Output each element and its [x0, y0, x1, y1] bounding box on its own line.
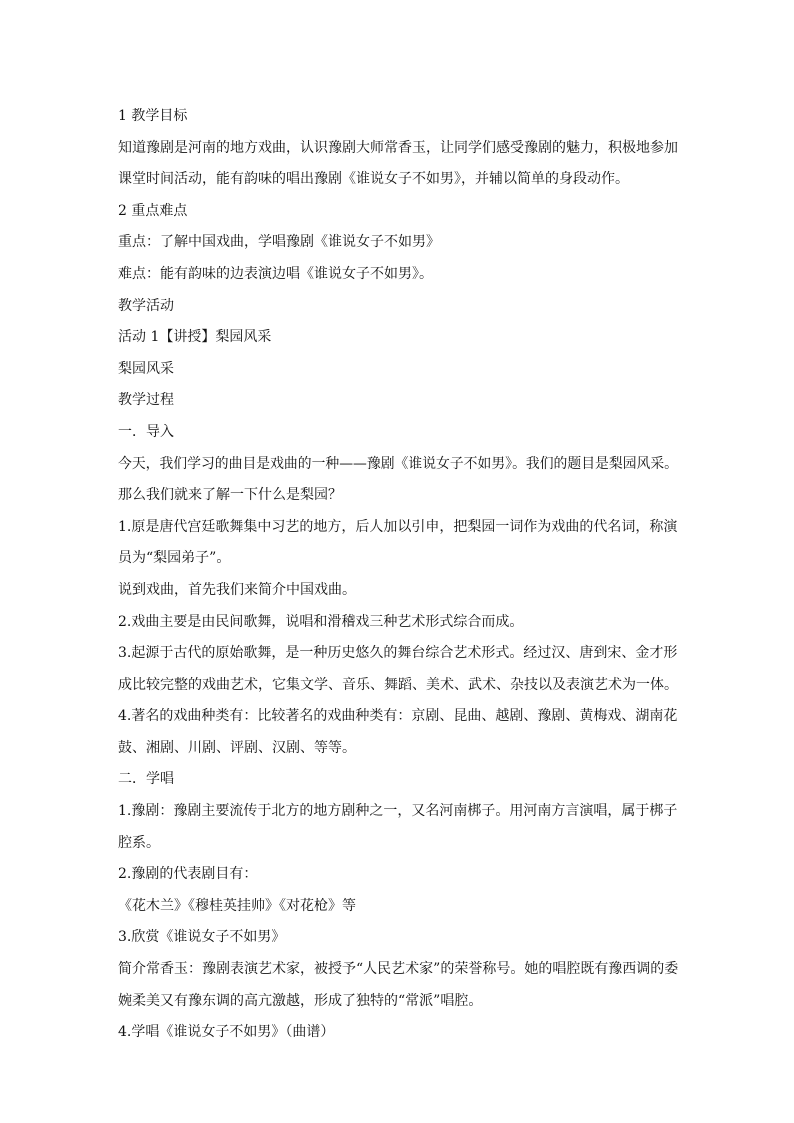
paragraph-line: 婉柔美又有豫东调的高亢激越，形成了独特的“常派”唱腔。: [118, 992, 483, 1009]
paragraph-line: 今天，我们学习的曲目是戏曲的一种——豫剧《谁说女子不如男》。我们的题目是梨园风采。: [118, 455, 678, 472]
section-heading-teaching-goals: 1 教学目标: [118, 108, 188, 124]
subheading-introduction: 一．导入: [118, 423, 174, 440]
paragraph-line: 鼓、湘剧、川剧、评剧、汉剧、等等。: [118, 739, 356, 756]
paragraph-line: 1.豫剧：豫剧主要流传于北方的地方剧种之一，又名河南梆子。用河南方言演唱，属于梆子: [118, 803, 678, 820]
paragraph-line: 4.学唱《谁说女子不如男》（曲谱）: [118, 1024, 335, 1041]
paragraph-line: 员为“梨园弟子”。: [118, 550, 231, 567]
paragraph-line: 难点：能有韵味的边表演边唱《谁说女子不如男》。: [118, 265, 433, 282]
paragraph-line: 简介常香玉：豫剧表演艺术家，被授予“人民艺术家”的荣誉称号。她的唱腔既有豫西调的委: [118, 961, 679, 978]
paragraph-line: 腔系。: [118, 834, 160, 851]
paragraph-line: 2.戏曲主要是由民间歌舞，说唱和滑稽戏三种艺术形式综合而成。: [118, 613, 524, 630]
paragraph-line: 3.起源于古代的原始歌舞，是一种历史悠久的舞台综合艺术形式。经过汉、唐到宋、金才形: [118, 645, 678, 662]
paragraph-line: 3.欣赏《谁说女子不如男》: [118, 929, 286, 946]
paragraph-line: 那么我们就来了解一下什么是梨园？: [118, 487, 342, 504]
paragraph-line: 说到戏曲，首先我们来简介中国戏曲。: [118, 581, 356, 598]
paragraph-line: 梨园风采: [118, 360, 174, 377]
paragraph-line: 1.原是唐代宫廷歌舞集中习艺的地方，后人加以引申，把梨园一词作为戏曲的代名词，称演: [118, 518, 678, 535]
lesson-plan-text: [118, 101, 678, 1049]
paragraph-line: 课堂时间活动，能有韵味的唱出豫剧《谁说女子不如男》，并辅以简单的身段动作。: [118, 171, 629, 188]
paragraph-line: 4.著名的戏曲种类有：比较著名的戏曲种类有：京剧、昆曲、越剧、豫剧、黄梅戏、湖南花: [118, 708, 678, 725]
paragraph-line: 《花木兰》《穆桂英挂帅》《对花枪》等: [118, 897, 356, 914]
paragraph-line: 重点：了解中国戏曲，学唱豫剧《谁说女子不如男》: [118, 234, 440, 251]
activity-title: 活动 1【讲授】梨园风采: [118, 329, 272, 346]
section-heading-activities: 教学活动: [118, 297, 174, 314]
section-heading-process: 教学过程: [118, 392, 174, 409]
paragraph-line: 知道豫剧是河南的地方戏曲，认识豫剧大师常香玉，让同学们感受豫剧的魅力，积极地参加: [118, 139, 678, 156]
paragraph-line: 2.豫剧的代表剧目有：: [118, 866, 258, 883]
paragraph-line: 成比较完整的戏曲艺术，它集文学、音乐、舞蹈、美术、武术、杂技以及表演艺术为一体。: [118, 676, 678, 693]
section-heading-key-points: 2 重点难点: [118, 202, 188, 219]
subheading-learn-to-sing: 二．学唱: [118, 771, 174, 788]
